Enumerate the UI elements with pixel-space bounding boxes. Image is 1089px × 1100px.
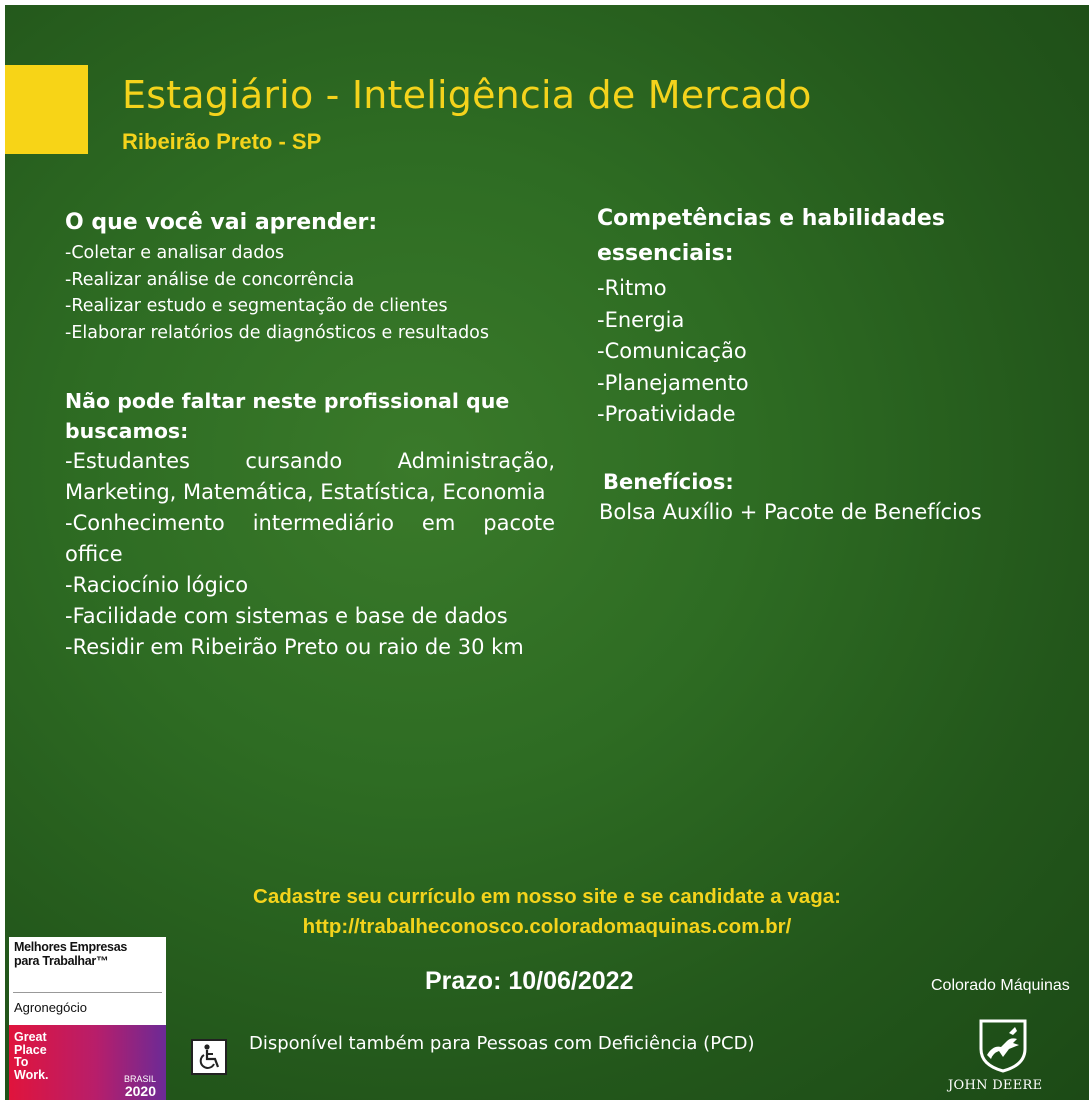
requirement-item: -Conhecimento intermediário em pacote office xyxy=(65,511,555,566)
dealer-name: Colorado Máquinas xyxy=(931,977,1070,994)
requirement-item: -Residir em Ribeirão Preto ou raio de 30 km xyxy=(65,635,524,659)
gptw-label: Great Place To Work. xyxy=(14,1030,49,1082)
left-column xyxy=(65,208,555,663)
benefits-text: Bolsa Auxílio + Pacote de Benefícios xyxy=(599,499,982,524)
job-location: Ribeirão Preto - SP xyxy=(122,129,322,154)
skill-item: -Proatividade xyxy=(597,402,736,426)
requirement-item: -Estudantes cursando Administração, Marketing, Matemática, Estatística, Economia xyxy=(65,449,555,504)
learn-heading: O que você vai aprender: xyxy=(65,210,378,235)
badge-country: BRASIL xyxy=(123,1074,156,1084)
requirements-heading: Não pode faltar neste profissional que buscamos: xyxy=(65,389,510,443)
wheelchair-icon xyxy=(191,1039,227,1075)
learn-item: -Elaborar relatórios de diagnósticos e resultados xyxy=(65,322,490,343)
brand-name: JOHN DEERE xyxy=(948,1078,1043,1093)
john-deere-logo-icon xyxy=(973,1015,1033,1075)
skill-item: -Energia xyxy=(597,307,685,332)
skill-item: -Ritmo xyxy=(597,276,667,300)
deadline: Prazo: 10/06/2022 xyxy=(425,967,634,995)
learn-item: -Realizar análise de concorrência xyxy=(65,269,355,290)
benefits-heading: Benefícios: xyxy=(603,469,734,494)
requirement-item: -Raciocínio lógico xyxy=(65,573,249,597)
cta-text: Cadastre seu currículo em nosso site e se candidate a vaga: xyxy=(253,885,841,908)
careers-link[interactable]: http://trabalheconosco.coloradomaquinas.com.br/ xyxy=(302,915,792,938)
learn-item: -Realizar estudo e segmentação de clientes xyxy=(65,296,448,316)
requirements-list xyxy=(65,446,555,663)
job-title: Estagiário - Inteligência de Mercado xyxy=(122,73,812,117)
pcd-text: Disponível também para Pessoas com Deficiência (PCD) xyxy=(249,1033,755,1054)
skill-item: -Comunicação xyxy=(597,339,747,363)
badge-title: Melhores Empresas para Trabalhar™ xyxy=(14,940,128,968)
job-poster xyxy=(5,5,1089,1100)
gptw-badge xyxy=(9,937,166,1100)
badge-year: 2020 xyxy=(124,1083,156,1099)
accent-square xyxy=(5,65,88,154)
learn-list xyxy=(65,240,555,346)
skills-list xyxy=(597,273,1037,431)
requirement-item: -Facilidade com sistemas e base de dados xyxy=(65,604,508,628)
badge-sector: Agronegócio xyxy=(14,1000,87,1015)
skills-heading: Competências e habilidades essenciais: xyxy=(597,206,945,266)
learn-item: -Coletar e analisar dados xyxy=(65,243,285,263)
right-column xyxy=(597,201,1037,527)
skill-item: -Planejamento xyxy=(597,370,749,395)
